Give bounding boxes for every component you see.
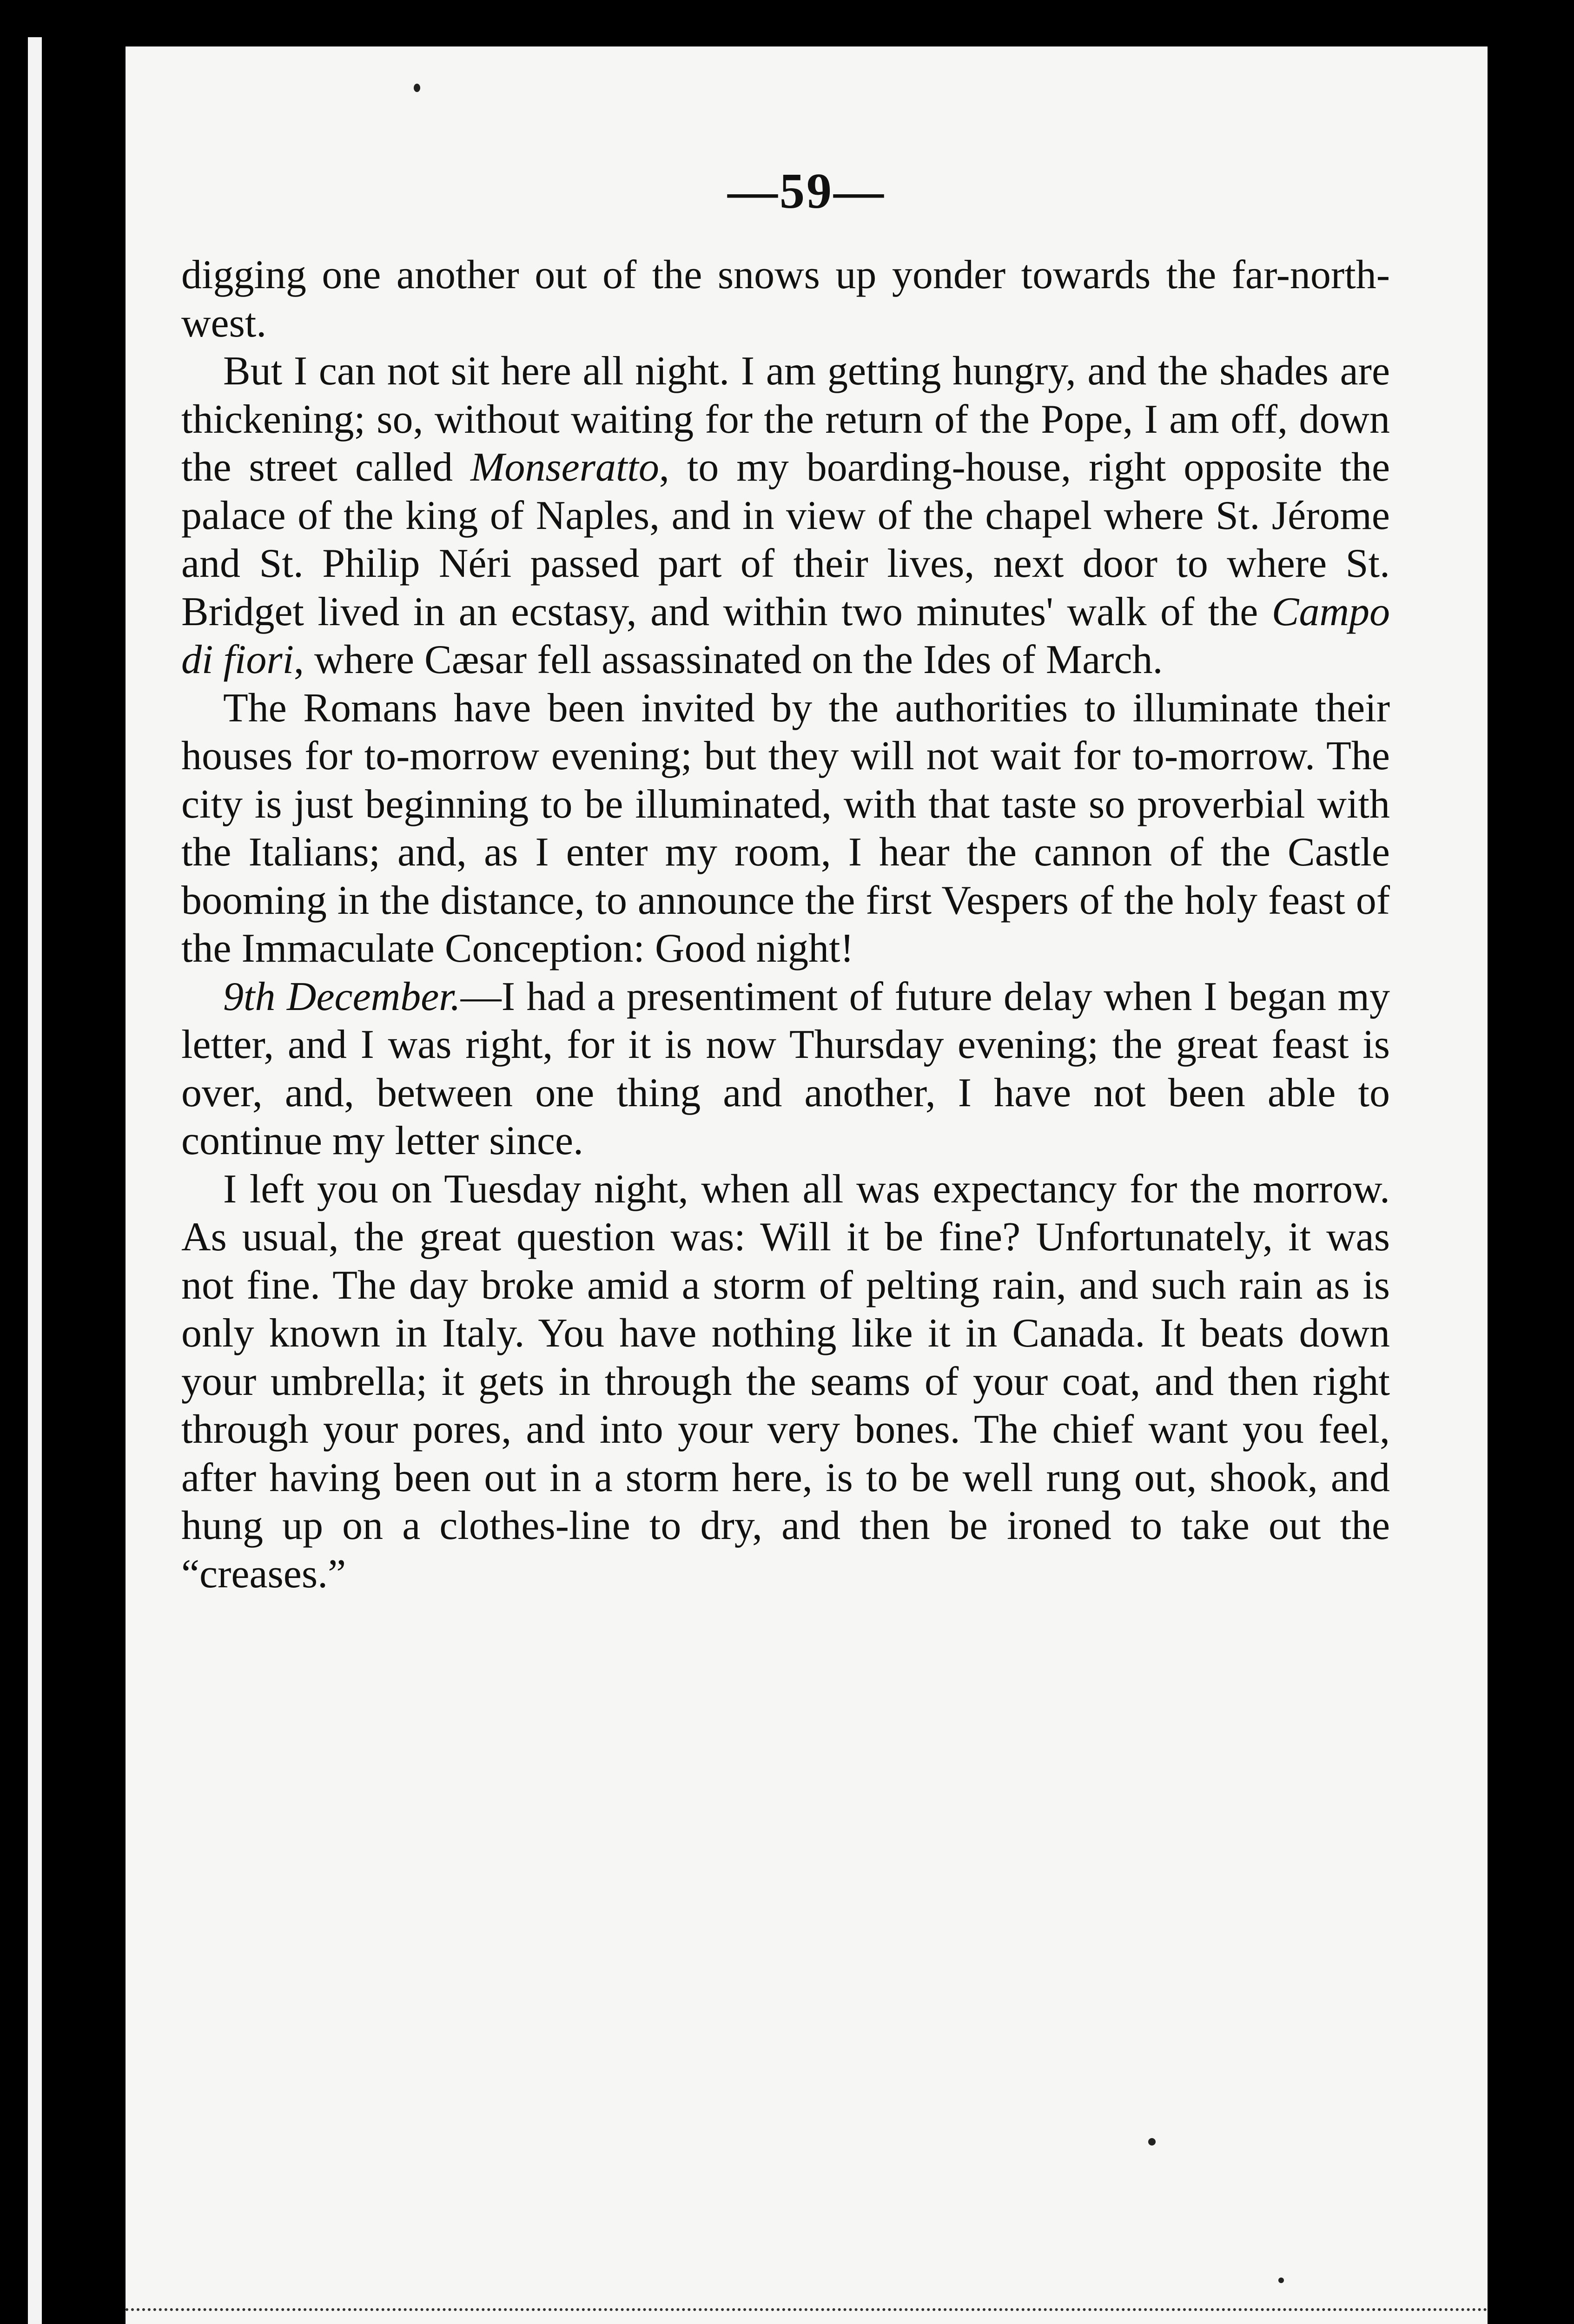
- page-body: [181, 251, 1390, 1598]
- text-run: , where Cæsar fell assassinated on the Ides of March.: [294, 637, 1163, 682]
- scan-bottom-noise: [126, 2308, 1488, 2319]
- text-run: digging one another out of the snows up yonder towards the far-north-west.: [181, 252, 1390, 346]
- paragraph-5: [181, 1165, 1390, 1598]
- ink-speck: [414, 84, 420, 92]
- paragraph-3: [181, 684, 1390, 973]
- text-run: —I had a presentiment of future delay when I began my letter, and I was right, for it is now Thursday evening; the great feast is over, and, between one thing and another, I have not been able to continue my letter since.: [181, 974, 1390, 1163]
- scan-strip: [28, 37, 42, 2324]
- text-run: But I can not sit here all night. I am getting hungry, and the shades are thickening; so, without waiting for the return of the Pope, I am off, down the street called: [181, 349, 1390, 490]
- paragraph-2: [181, 347, 1390, 684]
- date-heading: 9th December.: [223, 974, 461, 1019]
- ink-speck: [1148, 2138, 1156, 2146]
- paragraph-4: [181, 973, 1390, 1165]
- paragraph-1: [181, 251, 1390, 347]
- page-number: —59—: [727, 164, 886, 219]
- text-run: I left you on Tuesday night, when all was expectancy for the morrow. As usual, the great question was: Will it be fine? Unfortunately, it was not fine. The day broke amid a storm of pelting rain, and such rain as is only known in Italy. You have nothing like it in Canada. It beats down your umbrella; it gets in through the seams of your coat, and then right through your pores, and into your very bones. The chief want you feel, after having been out in a storm here, is to be well rung out, shook, and hung up on a clothes-line to dry, and then be ironed to take out the “creases.”: [181, 1166, 1390, 1597]
- book-page: [126, 46, 1488, 2324]
- street-name: Monseratto: [470, 445, 659, 490]
- text-run: , to my boarding-house, right opposite the palace of the king of Naples, and in view of the chapel where St. Jérome and St. Philip Néri passed part of their lives, next door to where St. Bridget lived in an ecstasy, and within two minutes' walk of the: [181, 445, 1390, 634]
- place-name: Campo di fiori: [181, 589, 1390, 682]
- text-run: The Romans have been invited by the authorities to illuminate their houses for to-morrow evening; but they will not wait for to-morrow. The city is just beginning to be illuminated, with that taste so proverbial with the Italians; and, as I enter my room, I hear the cannon of the Castle booming in the distance, to announce the first Vespers of the holy feast of the Immaculate Conception: Good night!: [181, 685, 1390, 971]
- ink-speck: [1278, 2278, 1284, 2283]
